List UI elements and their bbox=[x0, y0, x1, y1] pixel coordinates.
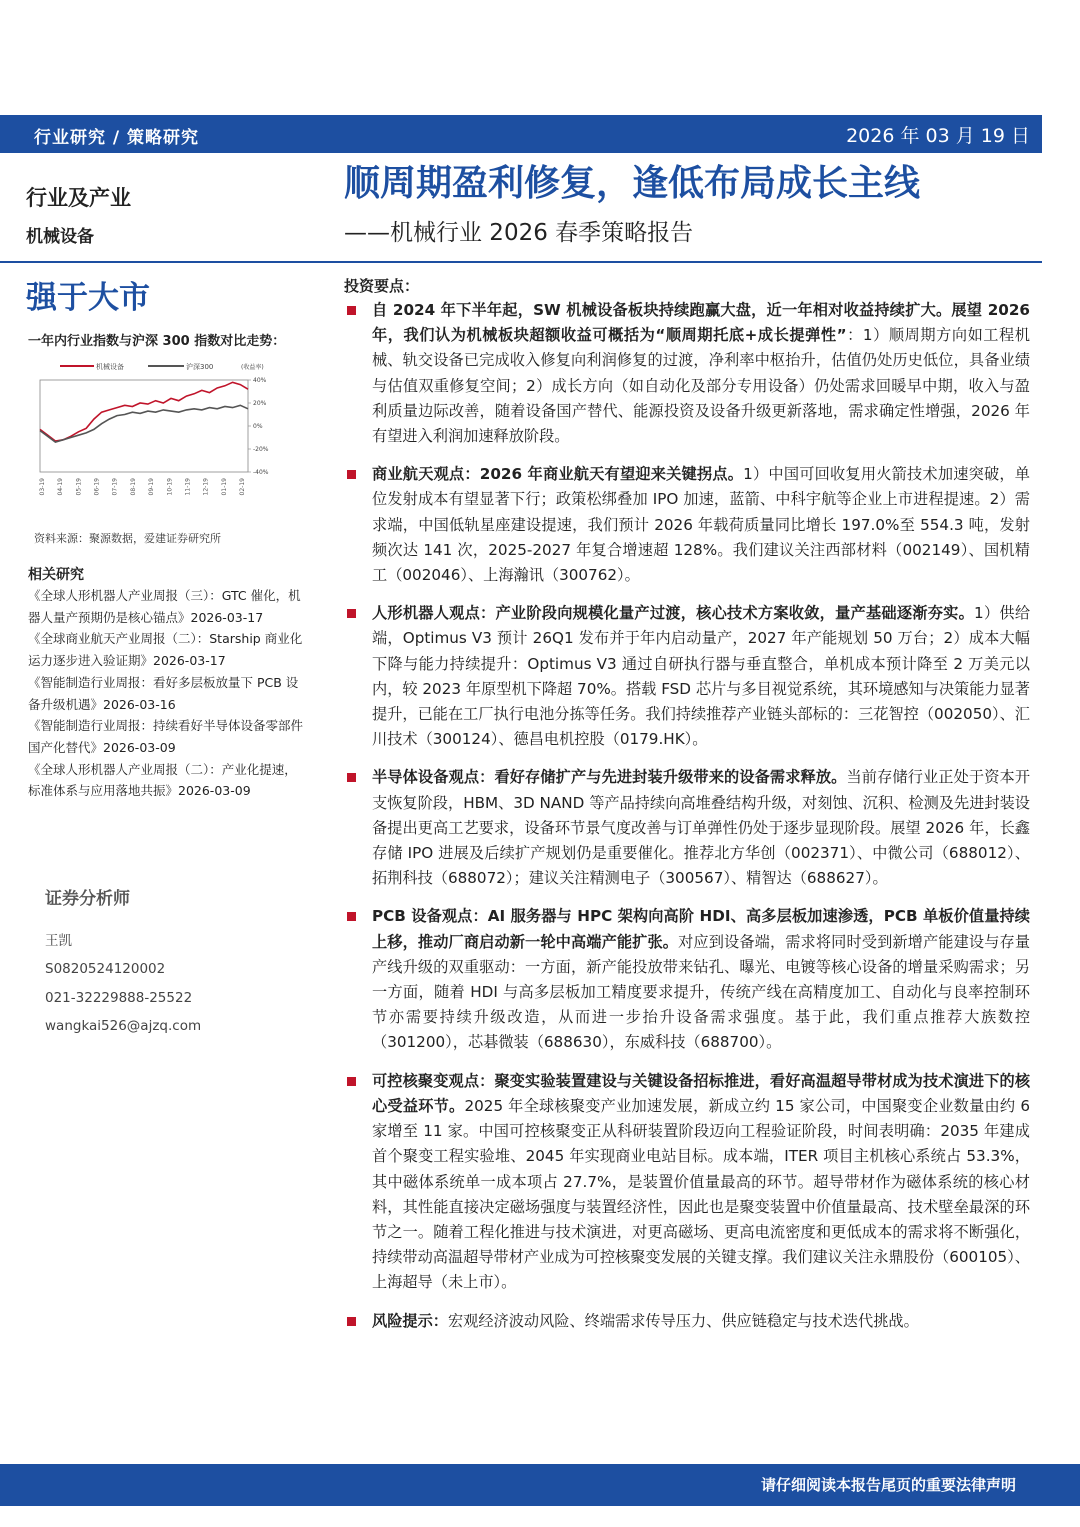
key-points-title: 投资要点： bbox=[344, 277, 420, 295]
x-tick-label: 03-19 bbox=[39, 478, 46, 496]
key-point-body: 2025 年全球核聚变产业加速发展，新成立约 15 家公司，中国聚变企业数量由约 6 家增至 11 家。中国可控核聚变正从科研装置阶段迈向工程验证阶段，时间表明确：2035 年建成首个聚变工程实验堆、2045 年实现商业电站目标。成本端，ITER 项目主机核心系统占 53.3%，其中磁体系统单一成本项占 27.7%，是装置价值量最高的环节。超导带材作为磁体系统的核心材料，其性能直接决定磁场强度与装置经济性，因此也是聚变装置中价值量最高、技术壁垒最深的环节之一。随着工程化推进与技术演进，对更高磁场、更高电流密度和更低成本的需求将不断强化，持续带动高温超导带材产业成为可控核聚变发展的关键支撑。我们建议关注永鼎股份（600105）、上海超导（未上市）。 bbox=[372, 1096, 1031, 1292]
bullet-square-icon bbox=[347, 609, 356, 618]
x-axis bbox=[39, 478, 246, 496]
bullet-square-icon bbox=[347, 1077, 356, 1086]
report-subtitle: ——机械行业 2026 春季策略报告 bbox=[344, 220, 694, 246]
chart-title: 一年内行业指数与沪深 300 指数对比走势： bbox=[28, 334, 286, 349]
y-tick-label: 40% bbox=[253, 377, 267, 384]
x-tick-label: 12-19 bbox=[202, 478, 210, 496]
header-divider bbox=[0, 261, 1042, 263]
key-point-body: 宏观经济波动风险、终端需求传导压力、供应链稳定与技术迭代挑战。 bbox=[447, 1311, 919, 1330]
y-axis bbox=[248, 377, 269, 476]
key-point-heading: 人形机器人观点：产业阶段向规模化量产过渡，核心技术方案收敛，量产基础逐渐夯实。 bbox=[372, 604, 975, 623]
key-point-body: 当前存储行业正处于资本开支恢复阶段，HBM、3D NAND 等产品持续向高堆叠结构升级，对刻蚀、沉积、检测及先进封装设备提出更高工艺要求，设备环节景气度改善与订单弹性仍处于逐步显现阶段。展望 2026 年，长鑫存储 IPO 进展及后续扩产规划仍是重要催化。推荐北方华创（002371）、中微公司（688012）、拓荆科技（688072）；建议关注精测电子（300567）、精智达（688627）。 bbox=[372, 768, 1031, 888]
y-tick-label: -20% bbox=[253, 446, 269, 453]
key-point-humanoid bbox=[344, 601, 1030, 752]
x-tick-label: 09-19 bbox=[148, 478, 156, 496]
related-research-list bbox=[28, 585, 306, 802]
y-tick-label: 20% bbox=[253, 400, 267, 407]
plot-area bbox=[40, 380, 248, 472]
x-tick-label: 10-19 bbox=[166, 478, 174, 496]
chart-source: 资料来源：聚源数据，爱建证券研究所 bbox=[34, 532, 221, 545]
related-research-item[interactable]: 《智能制造行业周报：看好多层板放量下 PCB 设备升级机遇》2026-03-16 bbox=[28, 674, 299, 712]
key-point-body: 对应到设备端，需求将同时受到新增产能建设与存量产线升级的双重驱动：一方面，新产能投放带来钻孔、曝光、电镀等核心设备的增量采购需求；另一方面，随着 HDI 与高多层板加工精度要求提升，传统产线在高精度加工、自动化与良率控制环节亦需要持续升级改造，从而进一步抬升设备需求强度。基于此，我们重点推荐大族数控（301200），芯碁微装（688630），东威科技（688700）。 bbox=[372, 932, 1031, 1052]
related-research-item[interactable]: 《全球人形机器人产业周报（三）：GTC 催化，机器人量产预期仍是核心锚点》2026-03-17 bbox=[28, 588, 301, 625]
report-date: 2026 年 03 月 19 日 bbox=[846, 125, 1030, 147]
bullet-square-icon bbox=[347, 470, 356, 479]
x-tick-label: 08-19 bbox=[129, 478, 137, 496]
key-point-semiconductor bbox=[344, 765, 1030, 891]
key-point-heading: PCB 设备观点：AI 服务器与 HPC 架构向高阶 HDI、高多层板加速渗透，PCB 单板价值量持续上移，推动厂商启动新一轮中高端产能扩张。 bbox=[372, 907, 1030, 951]
rating-label: 强于大市 bbox=[26, 280, 150, 316]
series-line-hs300 bbox=[40, 405, 248, 442]
analyst-cert: S0820524120002 bbox=[45, 961, 166, 978]
y-tick-label: -40% bbox=[253, 469, 269, 476]
key-point-fusion bbox=[344, 1069, 1030, 1296]
bullet-square-icon bbox=[347, 306, 356, 315]
key-point-pcb bbox=[344, 904, 1030, 1055]
related-research-item[interactable]: 《智能制造行业周报：持续看好半导体设备零部件国产化替代》2026-03-09 bbox=[28, 718, 304, 755]
report-title: 顺周期盈利修复，逢低布局成长主线 bbox=[344, 163, 921, 204]
related-research-title: 相关研究 bbox=[28, 567, 84, 583]
analyst-name: 王凯 bbox=[45, 933, 72, 949]
key-point-aerospace bbox=[344, 462, 1030, 588]
legend-note: (收益率) bbox=[241, 364, 264, 371]
related-research-item[interactable]: 《全球人形机器人产业周报（二）：产业化提速，标准体系与应用落地共振》2026-03-09 bbox=[28, 761, 297, 799]
header-bar bbox=[0, 115, 1042, 153]
report-category: 行业研究 / 策略研究 bbox=[34, 128, 200, 148]
x-tick-label: 11-19 bbox=[184, 478, 192, 496]
y-tick-label: 0% bbox=[253, 423, 263, 430]
key-point-body: 1）中国可回收复用火箭技术加速突破，单位发射成本有望显著下行；政策松绑叠加 IPO 加速，蓝箭、中科宇航等企业上市进程提速。2）需求端，中国低轨星座建设提速，我们预计 2026 年载荷质量同比增长 197.0%至 554.3 吨，发射频次达 141 次，2025-2027 年复合增速超 128%。我们建议关注西部材料（002149）、国机精工（002046）、上海瀚讯（300762）。 bbox=[372, 465, 1030, 585]
analyst-phone: 021-32229888-25522 bbox=[45, 989, 193, 1006]
bullet-square-icon bbox=[347, 912, 356, 921]
industry-label: 行业及产业 bbox=[26, 186, 131, 210]
analyst-email[interactable]: wangkai526@ajzq.com bbox=[45, 1017, 202, 1034]
key-point-heading: 自 2024 年下半年起，SW 机械设备板块持续跑赢大盘，近一年相对收益持续扩大。展望 2026 年，我们认为机械板块超额收益可概括为“顺周期托底+成长提弹性” bbox=[372, 301, 1030, 345]
footer-bar bbox=[0, 1464, 1080, 1506]
bullet-square-icon bbox=[347, 1317, 356, 1326]
sector-label: 机械设备 bbox=[26, 227, 94, 247]
key-point-heading: 商业航天观点：2026 年商业航天有望迎来关键拐点。 bbox=[372, 465, 744, 484]
x-tick-label: 05-19 bbox=[75, 478, 83, 496]
legend-label-hs300: 沪深300 bbox=[186, 363, 214, 371]
key-point-heading: 半导体设备观点：看好存储扩产与先进封装升级带来的设备需求释放。 bbox=[372, 768, 847, 787]
legal-disclaimer[interactable]: 请仔细阅读本报告尾页的重要法律声明 bbox=[760, 1476, 1016, 1494]
x-tick-label: 06-19 bbox=[93, 478, 101, 496]
key-point-heading: 风险提示： bbox=[372, 1311, 448, 1330]
key-point-body: ：1）顺周期方向如工程机械、轨交设备已完成收入修复向利润修复的过渡，净利率中枢抬升，估值仍处历史低位，具备业绩与估值双重修复空间；2）成长方向（如自动化及部分专用设备）仍处需求回暖早中期，收入与盈利质量边际改善，随着设备国产替代、能源投资及设备升级更新落地，需求确定性增强，2026 年有望进入利润加速释放阶段。 bbox=[372, 326, 1030, 446]
chart-series bbox=[40, 382, 248, 442]
index-comparison-chart bbox=[28, 352, 278, 512]
x-tick-label: 07-19 bbox=[111, 478, 119, 496]
x-tick-label: 02-19 bbox=[239, 478, 246, 496]
analyst-title: 证券分析师 bbox=[45, 889, 130, 909]
x-tick-label: 04-19 bbox=[57, 478, 65, 496]
key-points-list bbox=[344, 298, 1030, 1334]
x-tick-label: 01-19 bbox=[220, 478, 228, 496]
key-point-body: 1）供给端，Optimus V3 预计 26Q1 发布并于年内启动量产，2027 年产能规划 50 万台；2）成本大幅下降与能力持续提升：Optimus V3 通过自研执行器与垂直整合，单机成本预计降至 2 万美元以内，较 2023 年原型机下降超 70%。搭载 FSD 芯片与多目视觉系统，其环境感知与决策能力显著提升，已能在工厂执行电池分拣等任务。我们持续推荐产业链头部标的：三花智控（002050）、汇川技术（300124）、德昌电机控股（0179.HK）。 bbox=[372, 604, 1031, 749]
legend-label-machinery: 机械设备 bbox=[96, 363, 124, 371]
key-point-cycle bbox=[344, 298, 1030, 449]
key-point-risk bbox=[344, 1309, 1030, 1334]
key-point-heading: 可控核聚变观点：聚变实验装置建设与关键设备招标推进，看好高温超导带材成为技术演进下的核心受益环节。 bbox=[372, 1071, 1030, 1115]
related-research-item[interactable]: 《全球商业航天产业周报（二）：Starship 商业化运力逐步进入验证期》2026-03-17 bbox=[28, 631, 303, 669]
bullet-square-icon bbox=[347, 773, 356, 782]
analyst-info bbox=[45, 927, 201, 1040]
chart-legend bbox=[60, 362, 264, 371]
